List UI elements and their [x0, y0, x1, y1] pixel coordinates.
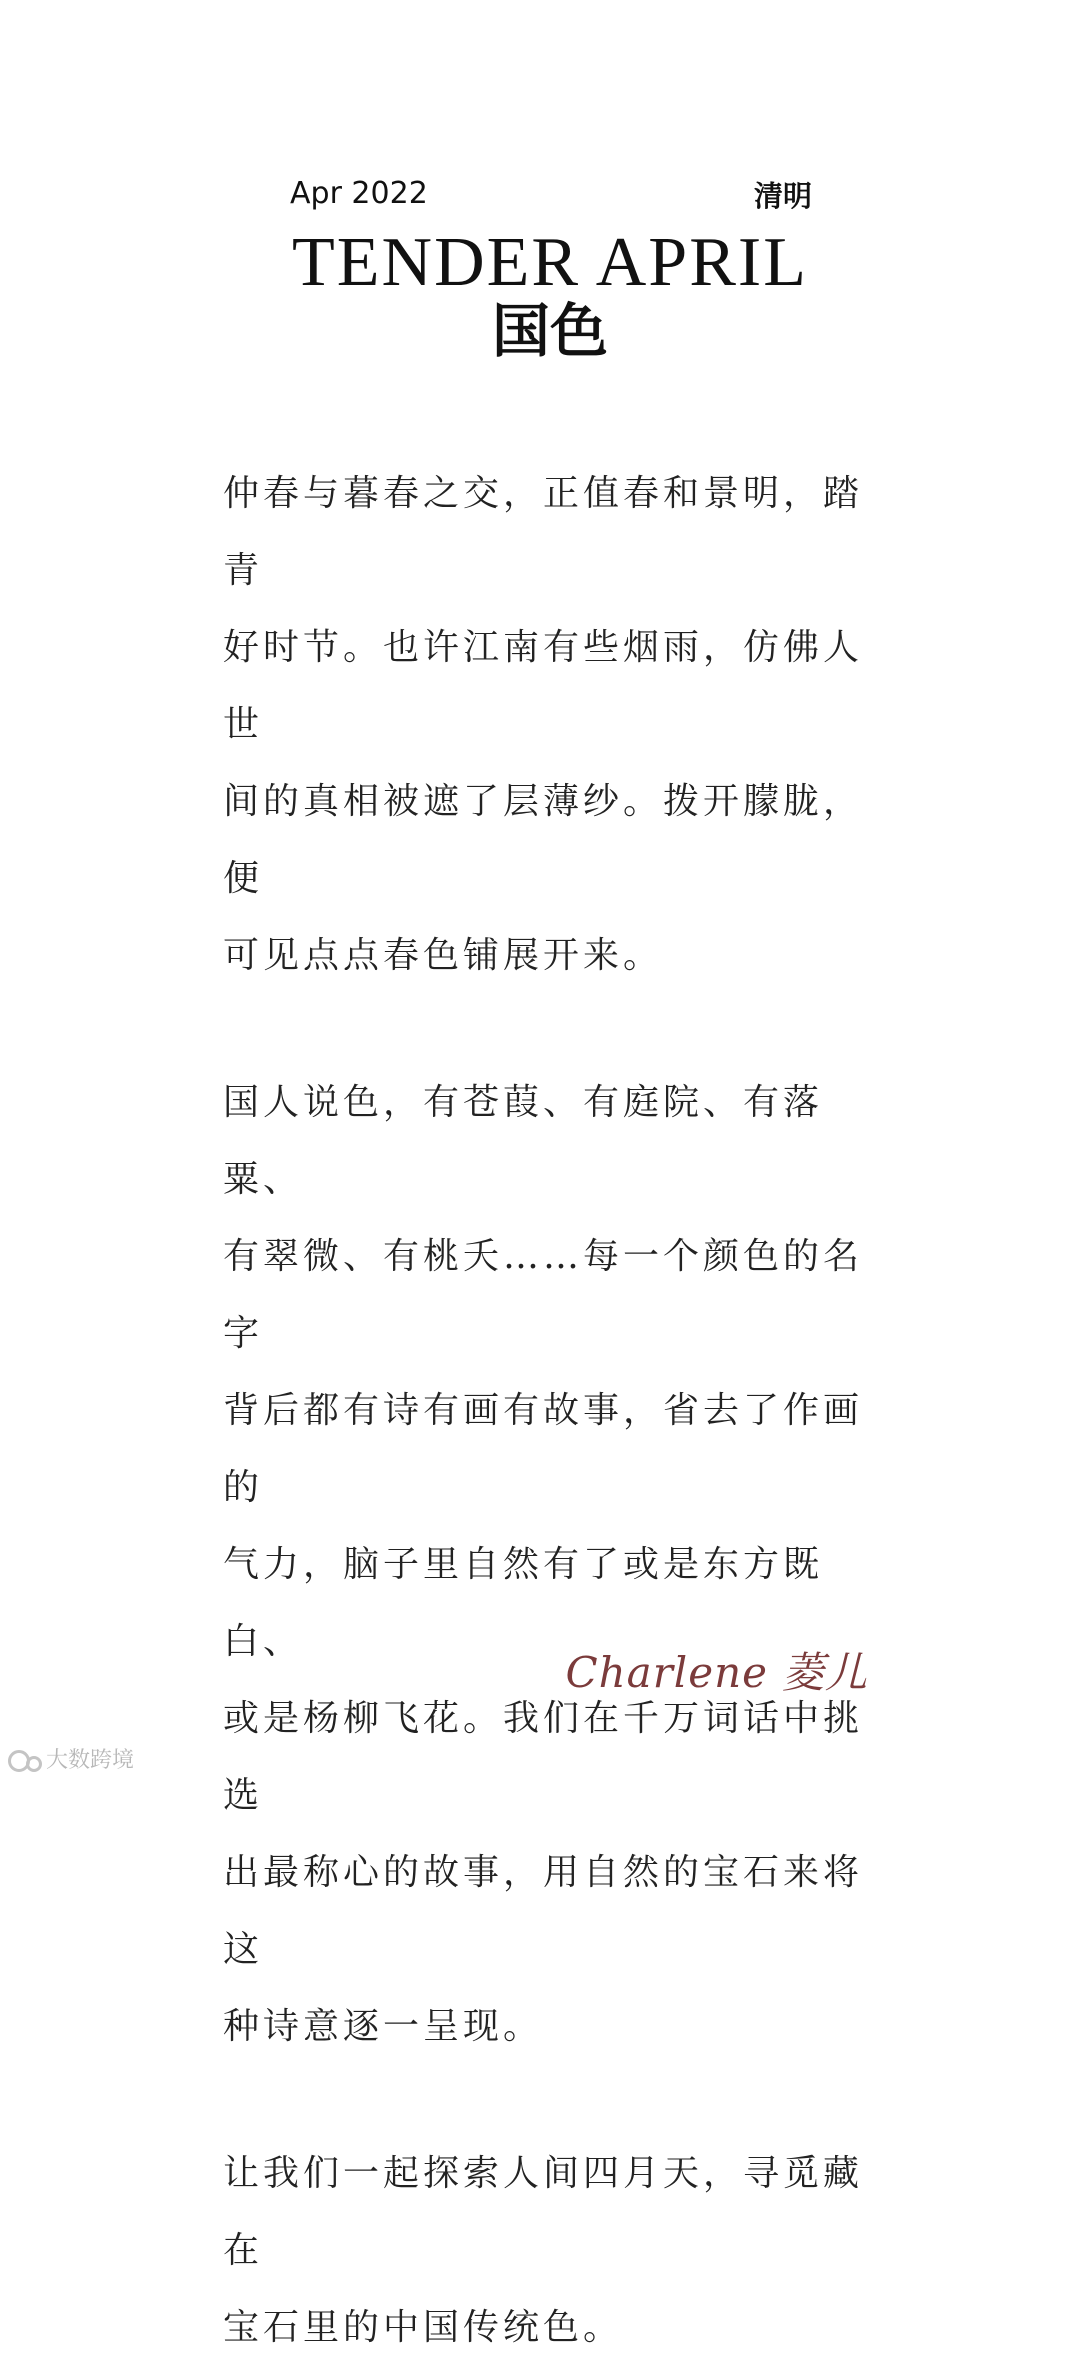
paragraph-2: 国人说色，有苍葭、有庭院、有落粟、 有翠微、有桃夭……每一个颜色的名字 背后都有诗有画有故事，省去了作画的 气力，脑子里自然有了或是东方既白、 或是杨柳飞花。我们在千万词话中挑选 出最称心的故事，用自然的宝石来将这 种诗意逐一呈现。	[223, 1082, 864, 2047]
paragraph-3: 让我们一起探索人间四月天，寻觅藏在 宝石里的中国传统色。	[223, 2153, 864, 2348]
watermark-text: 大数跨境	[46, 1748, 135, 1773]
header-row	[290, 168, 820, 218]
issue-date: Apr 2022	[290, 176, 428, 211]
paragraph-1: 仲春与暮春之交，正值春和景明，踏青 好时节。也许江南有些烟雨，仿佛人世 间的真相被遮了层薄纱。拨开朦胧，便 可见点点春色铺展开来。	[223, 473, 864, 976]
page-subtitle: 国色	[491, 297, 608, 365]
signature-name: Charlene	[565, 1648, 768, 1697]
page-title: TENDER APRIL	[292, 224, 808, 301]
festival-label: 清明	[753, 179, 812, 213]
article-body	[223, 455, 873, 2366]
logo-icon	[6, 1748, 40, 1770]
signature-chinese: 菱儿	[781, 1648, 868, 1697]
watermark	[6, 1743, 134, 1774]
signature	[565, 1640, 868, 1700]
